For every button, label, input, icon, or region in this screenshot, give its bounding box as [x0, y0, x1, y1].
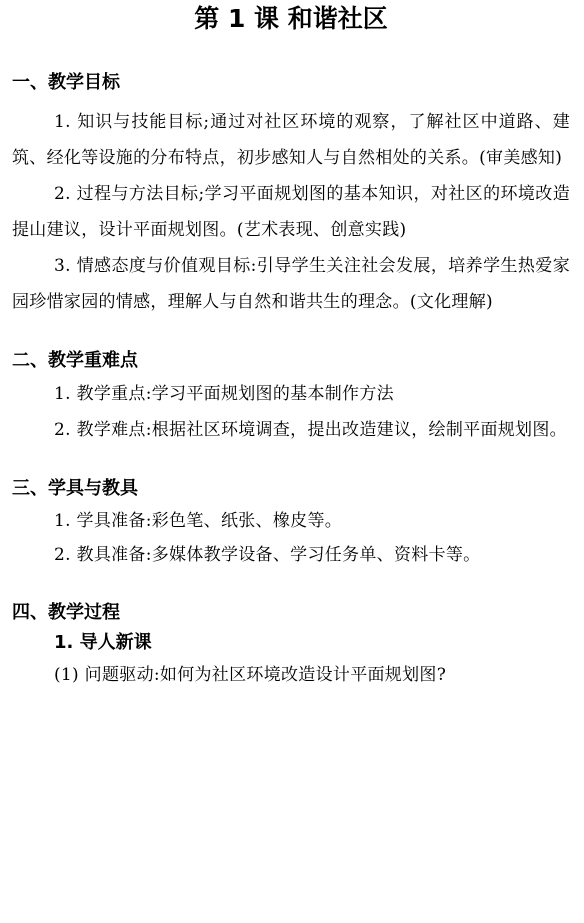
paragraph: 1. 教学重点:学习平面规划图的基本制作方法: [54, 384, 394, 404]
paragraph: 2. 教具准备:多媒体教学设备、学习任务单、资料卡等。: [54, 545, 481, 565]
section-teaching-objectives: [12, 68, 570, 320]
section-key-difficult-points: [12, 346, 570, 448]
section-tools: [12, 474, 570, 572]
section-teaching-process: [12, 598, 570, 692]
page-title: 第 1 课 和谐社区: [194, 4, 388, 33]
section-heading: 四、教学过程: [12, 602, 120, 623]
section-heading: 一、教学目标: [12, 72, 120, 93]
paragraph: 2. 教学难点:根据社区环境调查，提出改造建议，绘制平面规划图。: [54, 420, 567, 440]
paragraph: 2. 过程与方法目标;学习平面规划图的基本知识，对社区的环境改造提山建议，设计平面规划图。(艺术表现、创意实践): [12, 184, 570, 240]
section-heading: 二、教学重难点: [12, 350, 138, 371]
sub-heading: 1. 导人新课: [54, 632, 152, 653]
paragraph: 1. 学具准备:彩色笔、纸张、橡皮等。: [54, 511, 343, 531]
section-heading: 三、学具与教具: [12, 478, 138, 499]
paragraph: 1. 知识与技能目标;通过对社区环境的观察，了解社区中道路、建筑、经化等设施的分布特点，初步感知人与自然相处的关系。(审美感知): [12, 112, 570, 168]
paragraph: (1) 问题驱动:如何为社区环境改造设计平面规划图?: [54, 665, 447, 685]
paragraph: 3. 情感态度与价值观目标:引导学生关注社会发展，培养学生热爱家园珍惜家园的情感，理解人与自然和谐共生的理念。(文化理解): [12, 256, 570, 312]
